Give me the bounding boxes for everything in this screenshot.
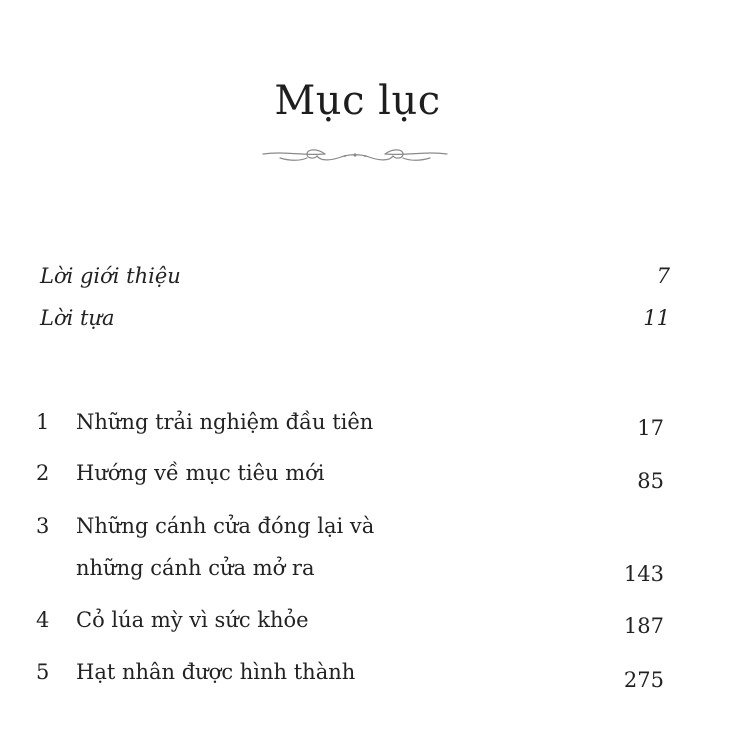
chapter-number: 3 [36,514,50,538]
chapter-title: Cỏ lúa mỳ vì sức khỏe [76,608,309,632]
chapter-title: Hướng về mục tiêu mới [76,461,325,485]
chapter-page: 85 [637,469,664,493]
chapter-title-line-1: Những cánh cửa đóng lại và [76,514,375,538]
toc-front-entry [40,308,670,332]
toc-chapter-entry [0,516,750,586]
toc-front-entry [40,266,670,290]
chapter-title-line-2: những cánh cửa mở ra [76,556,315,580]
toc-entry-label: Lời tựa [40,306,115,330]
chapter-number: 5 [36,660,50,684]
chapter-page: 17 [637,416,664,440]
chapter-title: Hạt nhân được hình thành [76,660,356,684]
page-title: Mục lục [274,78,441,124]
ornament-divider [255,140,455,168]
chapter-page: 187 [623,614,664,638]
toc-chapter-entry [0,412,750,438]
toc-entry-page: 7 [656,264,670,288]
chapter-number: 1 [36,410,50,434]
chapter-page: 143 [623,562,664,586]
toc-chapter-entry [0,660,750,692]
chapter-number: 2 [36,461,50,485]
toc-chapter-entry [0,610,750,636]
chapter-title: Những trải nghiệm đầu tiên [76,410,374,434]
toc-entry-label: Lời giới thiệu [40,264,181,288]
toc-chapter-entry [0,461,750,493]
toc-entry-page: 11 [643,306,670,330]
chapter-number: 4 [36,608,50,632]
chapter-page: 275 [623,668,664,692]
